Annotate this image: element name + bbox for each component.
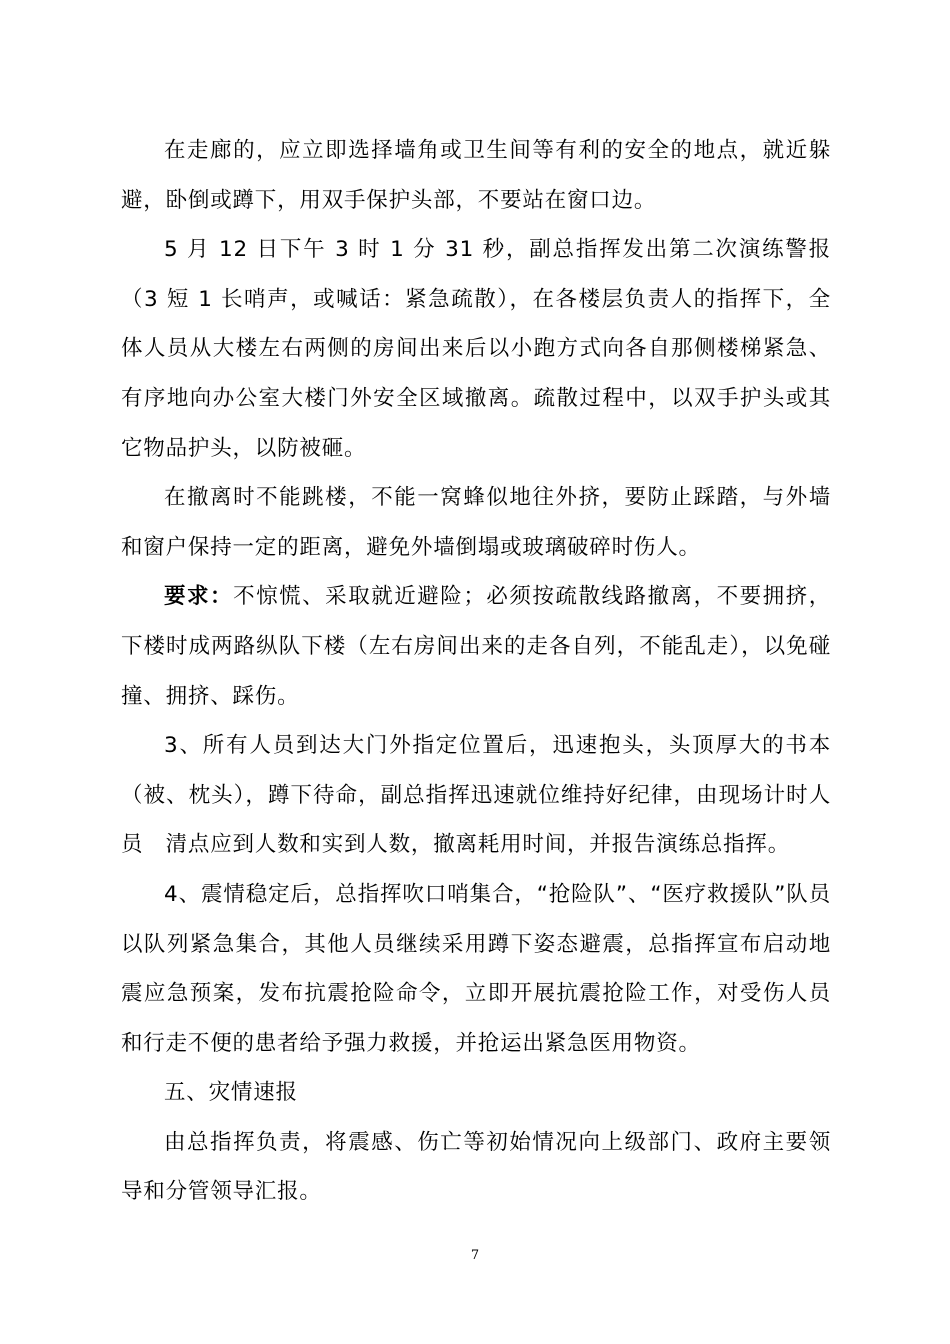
paragraph-corridor-shelter [121,126,831,225]
document-body [121,126,831,1217]
paragraph-report-duty [121,1118,831,1217]
paragraph-text: 在撤离时不能跳楼，不能一窝蜂似地往外挤，要防止踩踏，与外墙和窗户保持一定的距离，避免外墙倒塌或玻璃破碎时伤人。 [121,485,831,560]
paragraph-text: 由总指挥负责，将震感、伤亡等初始情况向上级部门、政府主要领导和分管领导汇报。 [121,1129,831,1205]
requirements-label: 要求： [164,584,234,610]
paragraph-step-3 [121,721,831,870]
paragraph-text: 4、震情稳定后，总指挥吹口哨集合，“抢险队”、“医疗救援队”队员以队列紧急集合，其他人员继续采用蹲下姿态避震，总指挥宣布启动地震应急预案，发布抗震抢险命令，立即开展抗震抢险工作，对受伤人员和行走不便的患者给予强力救援，并抢运出紧急医用物资。 [121,881,831,1056]
paragraph-second-alarm [121,225,831,473]
paragraph-text: 在走廊的，应立即选择墙角或卫生间等有利的安全的地点，就近躲避，卧倒或蹲下，用双手保护头部，不要站在窗口边。 [121,138,831,213]
paragraph-text: 5 月 12 日下午 3 时 1 分 31 秒，副总指挥发出第二次演练警报（3 短 1 长哨声，或喊话：紧急疏散），在各楼层负责人的指挥下，全体人员从大楼左右两侧的房间出来后以小跑方式向各自那侧楼梯紧急、有序地向办公室大楼门外安全区域撤离。疏散过程中，以双手护头或其它物品护头，以防被砸。 [121,237,831,461]
heading-text: 五、灾情速报 [164,1080,298,1106]
paragraph-requirements [121,572,831,721]
paragraph-evacuation-rules [121,473,831,572]
paragraph-text: 3、所有人员到达大门外指定位置后，迅速抱头，头顶厚大的书本（被、枕头），蹲下待命，副总指挥迅速就位维持好纪律，由现场计时人员 清点应到人数和实到人数，撤离耗用时间，并报告演练总指挥。 [121,733,831,858]
paragraph-text: 不惊慌、采取就近避险；必须按疏散线路撤离，不要拥挤，下楼时成两路纵队下楼（左右房间出来的走各自列，不能乱走），以免碰撞、拥挤、踩伤。 [121,584,831,709]
section-heading-disaster-report [121,1068,831,1118]
page-number: 7 [470,1248,480,1263]
paragraph-step-4 [121,870,831,1068]
